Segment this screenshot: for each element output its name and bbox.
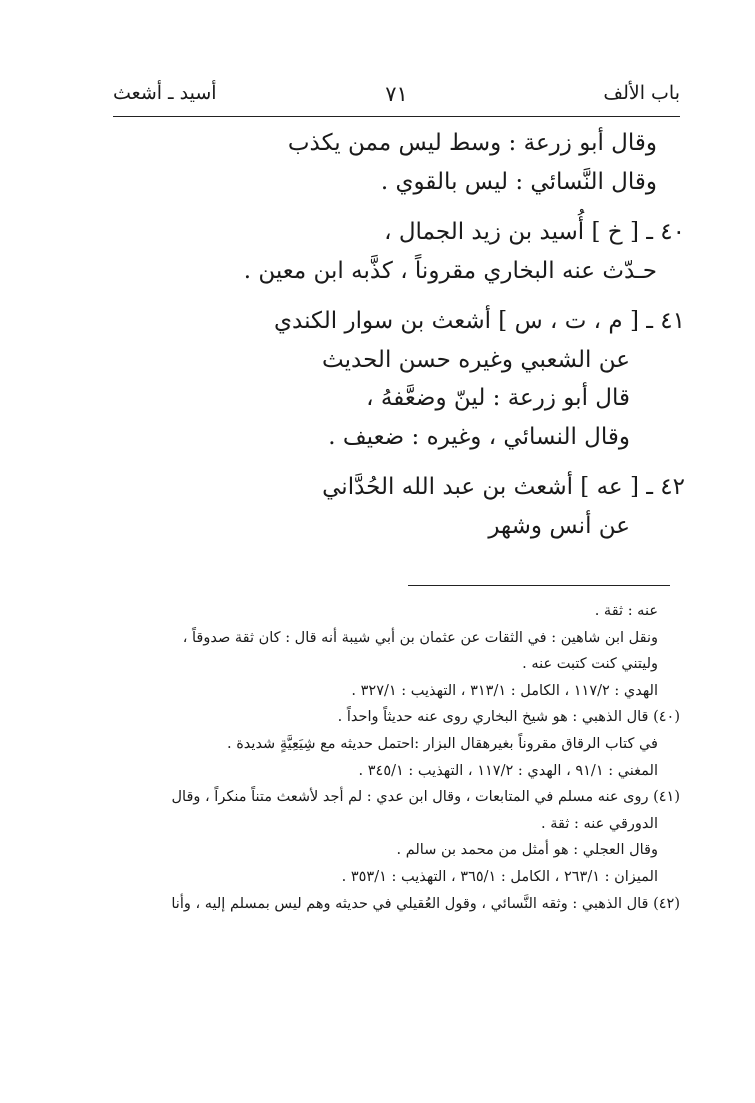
text-line: وقال النسائي ، وغيره : ضعيف . xyxy=(328,423,630,450)
footnote-line: ونقل ابن شاهين : في الثقات عن عثمان بن أبي شيبة أنه قال : كان ثقة صدوقاً ، xyxy=(182,629,658,646)
footnote-line: عنه : ثقة . xyxy=(594,603,658,619)
text-line: قال أبو زرعة : لينّ وضعَّفهُ ، xyxy=(366,385,630,411)
footnote-42: (٤٢) قال الذهبي : وثقه النَّسائي ، وقول العُقيلي في حديثه وهم ليس بمسلم إليه ، وأنا xyxy=(171,895,680,912)
footnote-rule xyxy=(408,585,670,586)
text-line: عن أنس وشهر xyxy=(488,512,630,539)
chapter-title: باب الألف xyxy=(603,82,680,104)
main-text xyxy=(125,124,685,545)
text-line: حـدّث عنه البخاري مقروناً ، كذَّبه ابن معين . xyxy=(243,257,657,284)
footnote-40: (٤٠) قال الذهبي : هو شيخ البخاري روى عنه حديثاً واحداً . xyxy=(337,709,680,726)
footnote-line: الدورقي عنه : ثقة . xyxy=(541,815,658,832)
footnote-line: المغني : ٩١/١ ، الهدي : ١١٧/٢ ، التهذيب : ٣٤٥/١ . xyxy=(358,762,658,779)
running-header xyxy=(113,82,680,118)
entry-heading-41: ٤١ ـ [ م ، ت ، س ] أشعث بن سوار الكندي xyxy=(274,308,685,334)
footnote-line: الهدي : ١١٧/٢ ، الكامل : ٣١٣/١ ، التهذيب : ٣٢٧/١ . xyxy=(351,682,658,699)
footnote-line: الميزان : ٢٦٣/١ ، الكامل : ٣٦٥/١ ، التهذيب : ٣٥٣/١ . xyxy=(341,868,658,885)
entry-heading-42: ٤٢ ـ [ عه ] أشعث بن عبد الله الحُدَّاني xyxy=(322,474,685,500)
footnotes xyxy=(100,598,680,917)
footnote-line: وقال العجلي : هو أمثل من محمد بن سالم . xyxy=(396,842,658,859)
entry-range: أسيد ـ أشعث xyxy=(113,82,217,104)
text-line: وقال النَّسائي : ليس بالقوي . xyxy=(380,168,657,195)
footnote-line: وليتني كنت كتبت عنه . xyxy=(522,656,658,673)
footnote-41: (٤١) روى عنه مسلم في المتابعات ، وقال ابن عدي : لم أجد لأشعث متناً منكراً ، وقال xyxy=(171,789,680,806)
footnote-line: في كتاب الرقاق مقروناً بغيرهقال البزار :احتمل حديثه مع شِيَعِيَّةٍ شديدة . xyxy=(226,735,658,752)
page-number: ٧١ xyxy=(385,82,408,106)
text-line: وقال أبو زرعة : وسط ليس ممن يكذب xyxy=(287,130,657,156)
entry-heading-40: ٤٠ ـ [ خ ] أُسيد بن زيد الجمال ، xyxy=(384,219,685,245)
text-line: عن الشعبي وغيره حسن الحديث xyxy=(322,346,630,373)
header-rule xyxy=(113,116,680,117)
